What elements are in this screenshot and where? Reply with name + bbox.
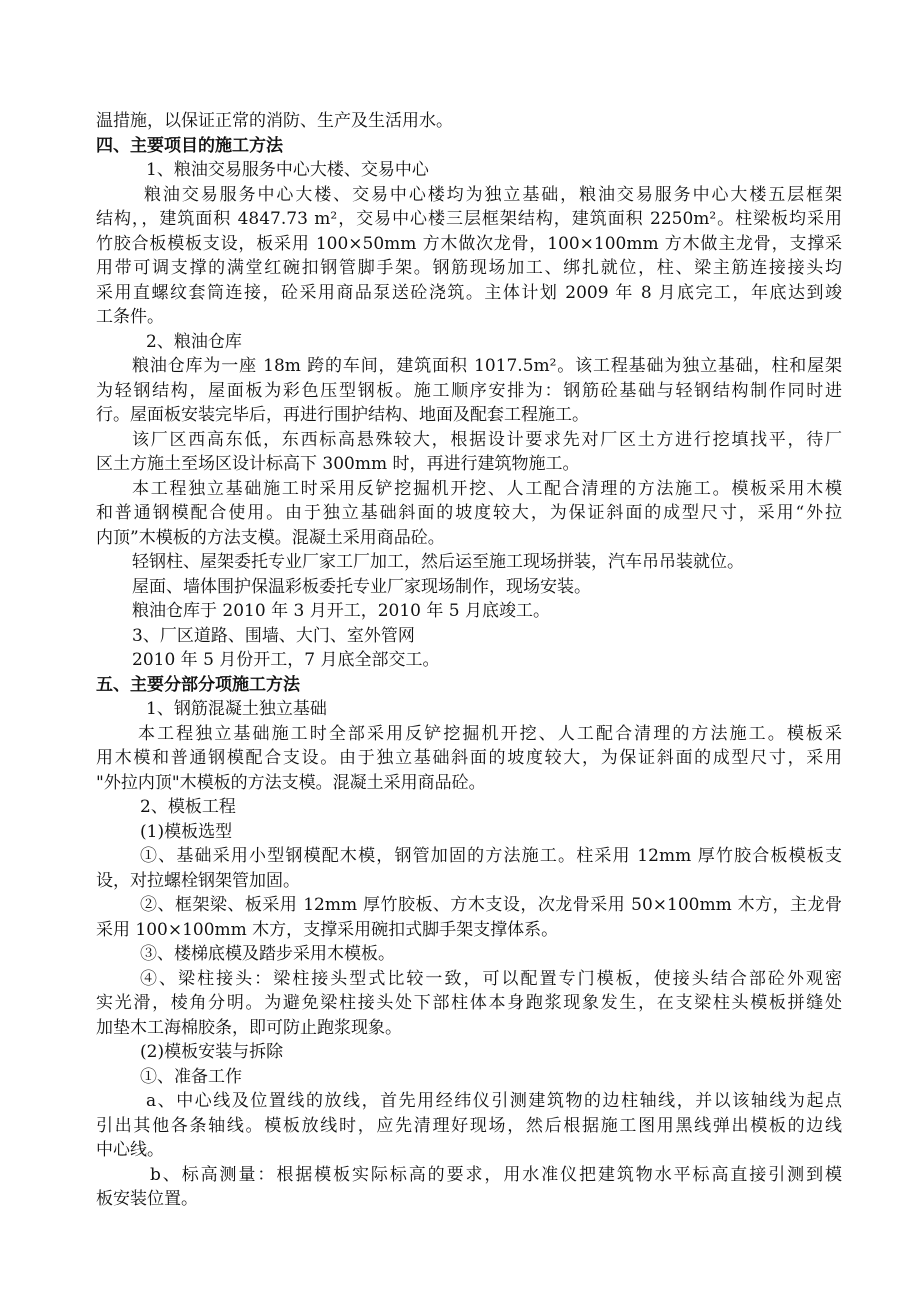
- text-line: 采用 100×100mm 木方，支撑采用碗扣式脚手架支撑体系。: [96, 920, 559, 940]
- text-line: "外拉内顶"木模板的方法支模。混凝土采用商品砼。: [96, 773, 486, 793]
- text-line: 区土方施土至场区设计标高下 300mm 时，再进行建筑物施工。: [96, 454, 580, 474]
- text-line: 轻钢柱、屋架委托专业厂家工厂加工，然后运至施工现场拼装，汽车吊吊装就位。: [132, 552, 744, 572]
- text-line: 竹胶合板模板支设，板采用 100×50mm 方木做次龙骨，100×100mm 方木做主龙骨，支撑采: [96, 234, 842, 254]
- text-line: 引出其他各条轴线。模板放线时，应先清理好现场，然后根据施工图用黑线弹出模板的边线: [96, 1116, 842, 1136]
- text-line: 设，对拉螺栓钢架管加固。: [96, 871, 300, 891]
- subsection-heading: ①、准备工作: [140, 1067, 242, 1087]
- text-line: 结构，，建筑面积 4847.73 m²，交易中心楼三层框架结构，建筑面积 2250m²。柱梁板均采用: [96, 209, 842, 229]
- subsection-heading: (2)模板安装与拆除: [140, 1042, 284, 1062]
- text-line: 屋面、墙体围护保温彩板委托专业厂家现场制作，现场安装。: [132, 577, 591, 597]
- subsection-heading: 1、钢筋混凝土独立基础: [146, 699, 327, 719]
- section-heading: 四、主要项目的施工方法: [96, 136, 283, 156]
- text-line: ②、框架梁、板采用 12mm 厚竹胶板、方木支设，次龙骨采用 50×100mm 木方，主龙骨: [140, 895, 842, 915]
- subsection-heading: (1)模板选型: [140, 822, 233, 842]
- text-line: 温措施，以保证正常的消防、生产及生活用水。: [96, 111, 453, 131]
- text-line: 板安装位置。: [96, 1189, 198, 1209]
- text-line: 内顶”木模板的方法支模。混凝土采用商品砼。: [96, 528, 445, 548]
- text-line: 实光滑，棱角分明。为避免梁柱接头处下部柱体本身跑浆现象发生，在支梁柱头模板拼缝处: [96, 993, 842, 1013]
- subsection-heading: 2、粮油仓库: [146, 332, 242, 352]
- subsection-heading: 3、厂区道路、围墙、大门、室外管网: [132, 626, 415, 646]
- text-line: a、中心线及位置线的放线，首先用经纬仪引测建筑物的边柱轴线，并以该轴线为起点: [146, 1091, 842, 1111]
- text-line: 粮油仓库于 2010 年 3 月开工，2010 年 5 月底竣工。: [132, 601, 550, 621]
- subsection-heading: 1、粮油交易服务中心大楼、交易中心: [146, 160, 429, 180]
- section-heading: 五、主要分部分项施工方法: [96, 675, 300, 695]
- text-line: 行。屋面板安装完毕后，再进行围护结构、地面及配套工程施工。: [96, 405, 589, 425]
- text-line: ③、楼梯底模及踏步采用木模板。: [140, 944, 395, 964]
- text-line: 为轻钢结构，屋面板为彩色压型钢板。施工顺序安排为：钢筋砼基础与轻钢结构制作同时进: [96, 381, 842, 401]
- text-line: 和普通钢模配合使用。由于独立基础斜面的坡度较大，为保证斜面的成型尺寸，采用“外拉: [96, 503, 842, 523]
- text-line: 中心线。: [96, 1140, 164, 1160]
- text-line: ①、基础采用小型钢模配木模，钢管加固的方法施工。柱采用 12mm 厚竹胶合板模板支: [140, 846, 842, 866]
- text-line: 本工程独立基础施工时采用反铲挖掘机开挖、人工配合清理的方法施工。模板采用木模: [132, 479, 842, 499]
- text-line: 加垫木工海棉胶条，即可防止跑浆现象。: [96, 1018, 402, 1038]
- text-line: 工条件。: [96, 307, 164, 327]
- text-line: 粮油交易服务中心大楼、交易中心楼均为独立基础，粮油交易服务中心大楼五层框架: [144, 185, 842, 205]
- text-line: 该厂区西高东低，东西标高悬殊较大，根据设计要求先对厂区土方进行挖填找平，待厂: [132, 430, 842, 450]
- text-line: 用木模和普通钢模配合支设。由于独立基础斜面的坡度较大，为保证斜面的成型尺寸，采用: [96, 748, 842, 768]
- text-line: 2010 年 5 月份开工，7 月底全部交工。: [132, 650, 440, 670]
- subsection-heading: 2、模板工程: [140, 797, 236, 817]
- text-line: ④、梁柱接头：梁柱接头型式比较一致，可以配置专门模板，使接头结合部砼外观密: [140, 969, 842, 989]
- text-line: b、标高测量：根据模板实际标高的要求，用水准仪把建筑物水平标高直接引测到模: [150, 1165, 842, 1185]
- text-line: 用带可调支撑的满堂红碗扣钢管脚手架。钢筋现场加工、绑扎就位，柱、梁主筋连接接头均: [96, 258, 842, 278]
- text-line: 采用直螺纹套筒连接，砼采用商品泵送砼浇筑。主体计划 2009 年 8 月底完工，年底达到竣: [96, 283, 842, 303]
- text-line: 本工程独立基础施工时全部采用反铲挖掘机开挖、人工配合清理的方法施工。模板采: [138, 724, 842, 744]
- text-line: 粮油仓库为一座 18m 跨的车间，建筑面积 1017.5m²。该工程基础为独立基础，柱和屋架: [132, 356, 842, 376]
